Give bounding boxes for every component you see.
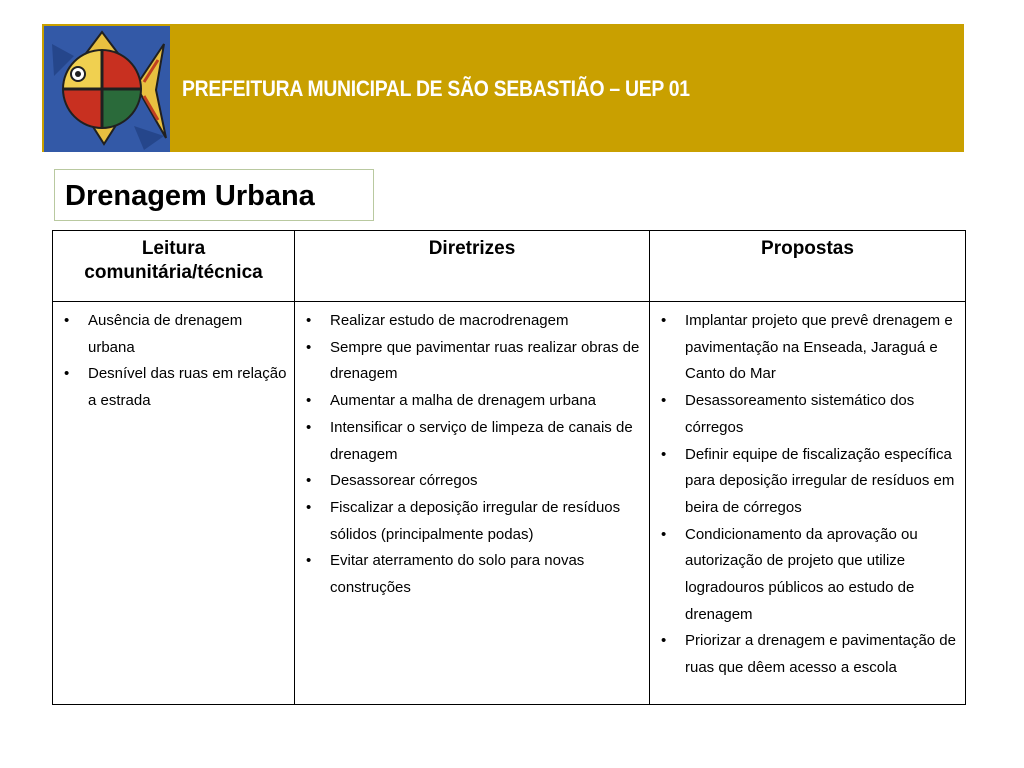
- list-item: • Implantar projeto que prevê drenagem e pavimentação na Enseada, Jaraguá e Canto do Mar: [658, 308, 959, 388]
- table-header-row: [53, 231, 966, 302]
- list-item: • Definir equipe de fiscalização específica para deposição irregular de resíduos em beira de córregos: [658, 442, 959, 522]
- list-item: • Fiscalizar a deposição irregular de resíduos sólidos (principalmente podas): [303, 495, 643, 548]
- list-item: • Desassorear córregos: [303, 468, 643, 495]
- drainage-table: [52, 230, 966, 705]
- cell-diretrizes: [295, 302, 650, 705]
- list-item: • Intensificar o serviço de limpeza de canais de drenagem: [303, 415, 643, 468]
- section-title: Drenagem Urbana: [54, 169, 374, 221]
- bullet-list-diretrizes: [303, 308, 643, 602]
- column-header-leitura: Leitura comunitária/técnica: [53, 231, 295, 302]
- list-item: • Realizar estudo de macrodrenagem: [303, 308, 643, 335]
- column-header-propostas: Propostas: [650, 231, 966, 302]
- bullet-list-leitura: [61, 308, 288, 415]
- list-item: • Aumentar a malha de drenagem urbana: [303, 388, 643, 415]
- list-item: • Condicionamento da aprovação ou autorização de projeto que utilize logradouros públicos ao estudo de drenagem: [658, 522, 959, 629]
- cell-propostas: [650, 302, 966, 705]
- list-item: • Ausência de drenagem urbana: [61, 308, 288, 361]
- cell-leitura: [53, 302, 295, 705]
- page-header-title: PREFEITURA MUNICIPAL DE SÃO SEBASTIÃO – UEP 01: [182, 76, 690, 101]
- column-header-diretrizes: Diretrizes: [295, 231, 650, 302]
- list-item: • Priorizar a drenagem e pavimentação de ruas que dêem acesso a escola: [658, 628, 959, 681]
- list-item: • Desnível das ruas em relação a estrada: [61, 361, 288, 414]
- list-item: • Desassoreamento sistemático dos córregos: [658, 388, 959, 441]
- table-row: [53, 302, 966, 705]
- fish-emblem-icon: [44, 26, 170, 152]
- list-item: • Sempre que pavimentar ruas realizar obras de drenagem: [303, 335, 643, 388]
- bullet-list-propostas: [658, 308, 959, 682]
- list-item: • Evitar aterramento do solo para novas construções: [303, 548, 643, 601]
